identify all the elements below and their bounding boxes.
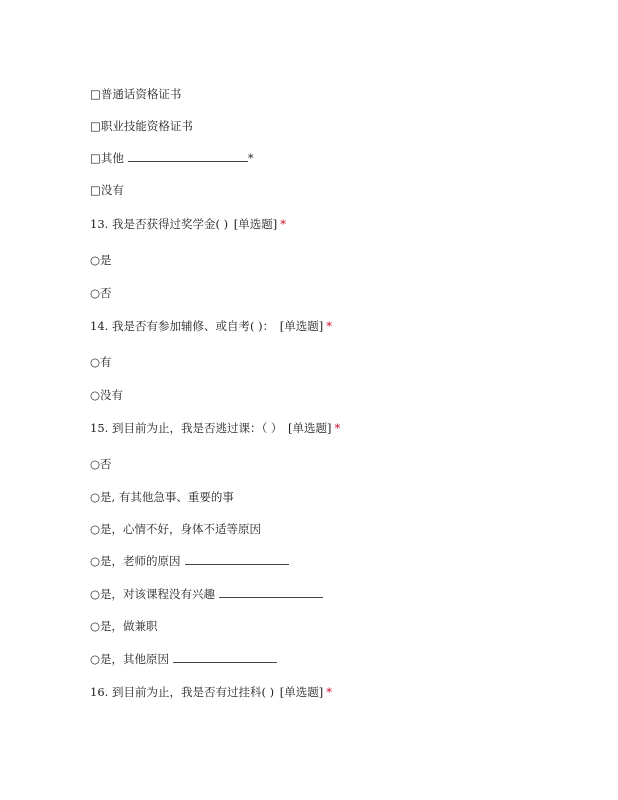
option-label: 是 — [100, 253, 112, 267]
option-label: 普通话资格证书 — [100, 87, 182, 101]
q13-option-no[interactable] — [90, 285, 112, 301]
checkbox-icon[interactable]: □ — [90, 87, 101, 101]
other-text-field[interactable] — [128, 150, 248, 162]
checkbox-icon[interactable]: □ — [90, 183, 101, 197]
question-text: 15. 到目前为止，我是否逃过课：（ ） — [90, 421, 283, 435]
option-label: 是，老师的原因 — [100, 554, 181, 568]
radio-icon[interactable]: ○ — [90, 652, 101, 666]
required-star: * — [326, 319, 332, 333]
checkbox-icon[interactable]: □ — [90, 119, 101, 133]
q15-option-mood[interactable] — [90, 521, 261, 537]
question-14-title — [90, 318, 332, 334]
question-text: 14. 我是否有参加辅修、或自考( )： — [90, 319, 275, 333]
other-reason-field[interactable] — [173, 651, 277, 663]
question-16-title — [90, 684, 332, 700]
question-text: 16. 到目前为止，我是否有过挂科( ) — [90, 685, 275, 699]
radio-icon[interactable]: ○ — [90, 554, 101, 568]
radio-icon[interactable]: ○ — [90, 286, 101, 300]
radio-icon[interactable]: ○ — [90, 490, 101, 504]
radio-icon[interactable]: ○ — [90, 457, 101, 471]
q15-option-no[interactable] — [90, 456, 112, 472]
option-label: 没有 — [100, 388, 124, 402]
radio-icon[interactable]: ○ — [90, 619, 101, 633]
option-label: 有 — [100, 355, 112, 369]
required-star: * — [334, 421, 341, 435]
teacher-reason-field[interactable] — [185, 553, 289, 565]
option-none[interactable] — [90, 182, 124, 198]
option-other[interactable] — [90, 150, 254, 166]
radio-icon[interactable]: ○ — [90, 522, 101, 536]
radio-icon[interactable]: ○ — [90, 388, 101, 402]
question-type: [单选题] — [279, 685, 324, 699]
question-type: [单选题] — [288, 421, 332, 435]
option-label: 否 — [100, 457, 112, 471]
option-label: 是，对该课程没有兴趣 — [100, 587, 216, 601]
q14-option-no[interactable] — [90, 387, 123, 403]
option-label: 其他 — [100, 151, 124, 165]
option-label: 否 — [100, 286, 112, 300]
option-vocational-cert[interactable] — [90, 118, 193, 134]
no-interest-field[interactable] — [219, 586, 323, 598]
checkbox-icon[interactable]: □ — [90, 151, 101, 165]
question-type: [单选题] — [279, 319, 324, 333]
option-putonghua-cert[interactable] — [90, 86, 181, 102]
option-label: 是，做兼职 — [100, 619, 158, 633]
q15-option-other[interactable] — [90, 651, 277, 667]
question-13-title — [90, 216, 286, 232]
question-15-title — [90, 420, 340, 436]
q15-option-urgent[interactable] — [90, 489, 234, 505]
q15-option-part-time[interactable] — [90, 618, 158, 634]
radio-icon[interactable]: ○ — [90, 355, 101, 369]
required-star: * — [280, 217, 286, 231]
required-star: * — [326, 685, 332, 699]
q13-option-yes[interactable] — [90, 252, 112, 268]
option-label: 没有 — [100, 183, 124, 197]
q15-option-no-interest[interactable] — [90, 586, 323, 602]
option-label: 是，心情不好，身体不适等原因 — [100, 522, 262, 536]
question-text: 13. 我是否获得过奖学金( ) — [90, 217, 229, 231]
option-label: 是，其他原因 — [100, 652, 170, 666]
radio-icon[interactable]: ○ — [90, 587, 101, 601]
option-label: 职业技能资格证书 — [100, 119, 193, 133]
required-star: * — [247, 151, 254, 165]
option-label: 是, 有其他急事、重要的事 — [100, 490, 234, 504]
question-type: [单选题] — [233, 217, 278, 231]
radio-icon[interactable]: ○ — [90, 253, 101, 267]
q14-option-yes[interactable] — [90, 354, 112, 370]
q15-option-teacher[interactable] — [90, 553, 289, 569]
